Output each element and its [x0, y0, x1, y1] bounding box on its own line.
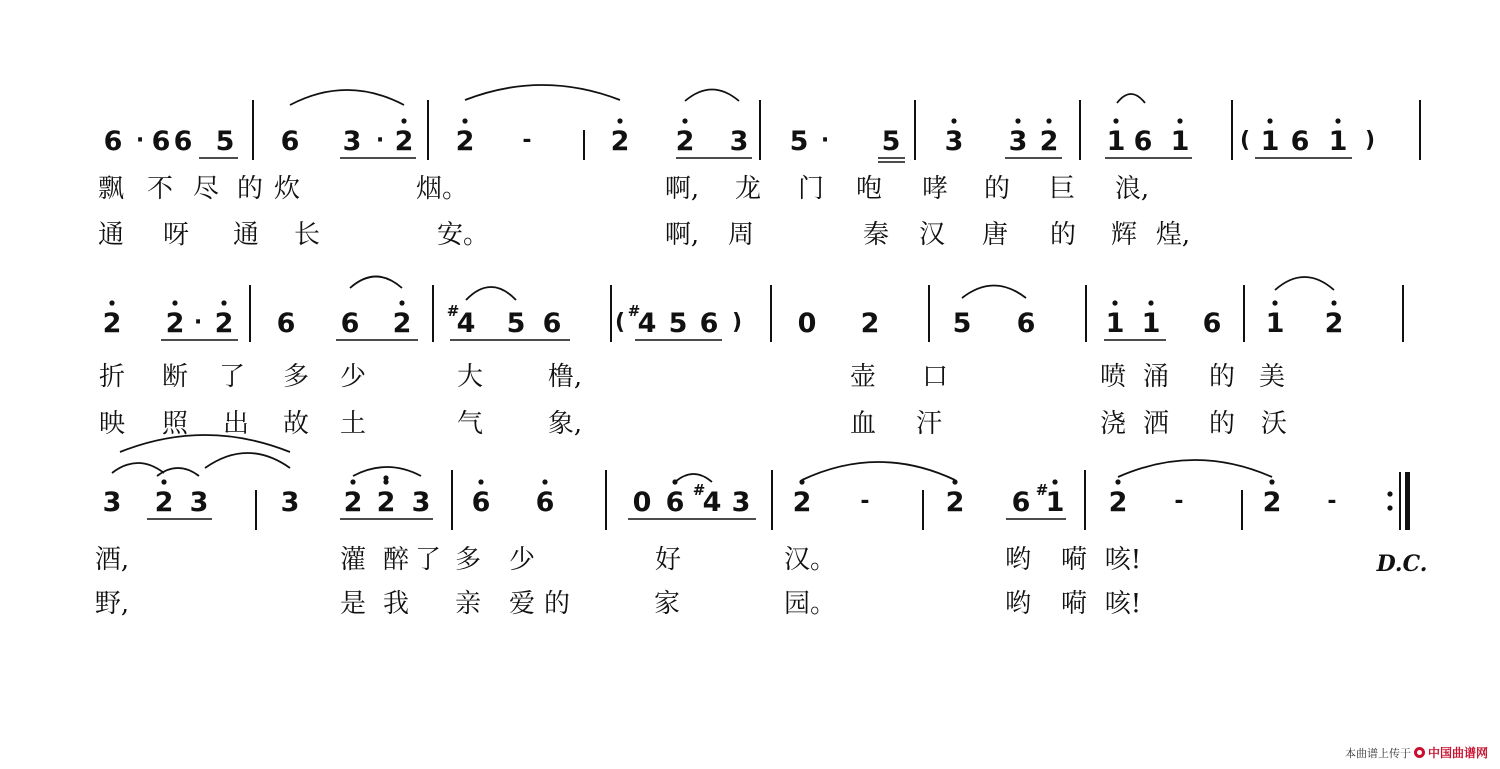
octave-dot [1115, 479, 1120, 484]
site-logo-icon [1414, 747, 1425, 758]
score-note: 1 [1045, 487, 1065, 518]
lyric-char: 唐 [981, 220, 1009, 250]
score-note: 6 [535, 487, 555, 518]
score-symbol: - [1327, 489, 1337, 514]
lyric-char: 少 [339, 362, 367, 392]
slur-arc [685, 90, 739, 102]
lyric-char: 哟 [1004, 589, 1032, 619]
score-note: 6 [1133, 126, 1153, 157]
score-note: 6 [471, 487, 491, 518]
lyric-char: 多 [454, 545, 482, 575]
score-symbol: - [1174, 489, 1184, 514]
score-note: 3 [729, 126, 749, 157]
lyric-char: 的 [983, 174, 1011, 204]
site-brand-name: 中国曲谱网 [1427, 746, 1488, 760]
score-note: 5 [952, 308, 972, 339]
score-note: 2 [455, 126, 475, 157]
score-note: 2 [860, 308, 880, 339]
lyric-char: 炊 [273, 174, 301, 204]
octave-dot [161, 479, 166, 484]
lyric-char: 多 [282, 362, 310, 392]
lyric-char: 酒, [94, 545, 130, 575]
score-note: 4 [456, 308, 476, 339]
lyric-char: 汉。 [783, 545, 837, 575]
lyric-char: 口 [921, 362, 949, 392]
octave-dot [952, 479, 957, 484]
slur-arc [1118, 460, 1272, 477]
octave-dot [1331, 300, 1336, 305]
lyric-char: 汉 [918, 220, 946, 250]
lyric-char: 不 [146, 174, 174, 204]
score-note: 2 [792, 487, 812, 518]
lyric-char: 辉 [1110, 220, 1138, 250]
lyric-char: 了 [218, 362, 246, 392]
lyric-char: 灌 [339, 545, 367, 575]
score-note: 2 [343, 487, 363, 518]
slur-arc [112, 463, 164, 473]
lyric-char: 浇 [1099, 409, 1127, 439]
octave-dot [1113, 118, 1118, 123]
octave-dot [1052, 479, 1057, 484]
score-note: 4 [702, 487, 722, 518]
score-note: 2 [394, 126, 414, 157]
lyric-char: 醉 [382, 545, 410, 575]
lyric-char: 巨 [1048, 174, 1076, 204]
octave-dot [221, 300, 226, 305]
octave-dot [399, 300, 404, 305]
lyric-char: 家 [653, 589, 681, 619]
slur-arc [120, 435, 290, 452]
slur-arc [350, 277, 402, 289]
lyric-char: 的 [1208, 362, 1236, 392]
lyric-char: 浪, [1114, 174, 1150, 204]
lyric-char: 飘 [97, 174, 125, 204]
score-note: 5 [668, 308, 688, 339]
score-note: 6 [103, 126, 123, 157]
lyric-char: 映 [98, 409, 126, 439]
sharp-sign: # [1035, 481, 1049, 499]
lyric-char: 汗 [915, 409, 943, 439]
score-note: 2 [945, 487, 965, 518]
lyric-char: 血 [849, 409, 877, 439]
score-note: 3 [102, 487, 122, 518]
repeat-dot [1387, 505, 1392, 510]
lyric-char: 壶 [849, 362, 877, 392]
slur-arc [962, 286, 1026, 299]
lyric-char: 折 [98, 362, 126, 392]
score-symbol: ) [1364, 128, 1376, 153]
lyric-char: 野, [94, 589, 130, 619]
octave-dot [1177, 118, 1182, 123]
lyric-char: 气 [456, 409, 484, 439]
lyric-char: 沃 [1260, 409, 1288, 439]
score-note: 6 [1016, 308, 1036, 339]
score-note: 2 [102, 308, 122, 339]
score-symbol: · [135, 128, 145, 153]
score-note: 1 [1106, 126, 1126, 157]
lyric-char: 洒 [1142, 409, 1170, 439]
score-symbol: - [860, 489, 870, 514]
score-note: 6 [280, 126, 300, 157]
lyric-char: 少 [508, 545, 536, 575]
lyric-char: 我 [382, 589, 410, 619]
score-note: 2 [154, 487, 174, 518]
lyric-char: 尽 [192, 174, 220, 204]
lyric-char: 哟 [1004, 545, 1032, 575]
score-symbol: · [375, 128, 385, 153]
score-note: 3 [342, 126, 362, 157]
score-note: 2 [165, 308, 185, 339]
octave-dot [1267, 118, 1272, 123]
slur-arc [1117, 94, 1145, 103]
lyric-char: 橹, [547, 362, 583, 392]
lyric-char: 安。 [436, 220, 490, 250]
lyric-char: 龙 [734, 174, 762, 204]
lyric-char: 呀 [162, 220, 190, 250]
score-note: 2 [214, 308, 234, 339]
score-note: 3 [280, 487, 300, 518]
score-note: 2 [1039, 126, 1059, 157]
score-note: 0 [797, 308, 817, 339]
upload-credit-text: 本曲谱上传于 [1344, 746, 1411, 760]
score-note: 6 [1011, 487, 1031, 518]
octave-dot [617, 118, 622, 123]
lyric-char: 周 [727, 220, 755, 250]
slur-arc [465, 85, 620, 100]
score-note: 5 [215, 126, 235, 157]
octave-dot [951, 118, 956, 123]
score-note: 1 [1141, 308, 1161, 339]
score-symbol: ( [1239, 128, 1251, 153]
score-note: 3 [411, 487, 431, 518]
lyric-char: 土 [339, 409, 367, 439]
score-note: 1 [1260, 126, 1280, 157]
score-note: 1 [1105, 308, 1125, 339]
score-note: 3 [189, 487, 209, 518]
octave-dot [799, 479, 804, 484]
score-note: 2 [1262, 487, 1282, 518]
score-symbol: · [193, 310, 203, 335]
sharp-sign: # [627, 302, 641, 320]
score-note: 6 [665, 487, 685, 518]
upload-credit [1345, 744, 1488, 761]
score-note: 3 [1008, 126, 1028, 157]
score-note: 3 [731, 487, 751, 518]
score-note: 2 [675, 126, 695, 157]
octave-dot [383, 475, 388, 480]
slur-arc [466, 287, 516, 300]
da-capo-mark: D.C. [1376, 551, 1428, 577]
score-note: 6 [151, 126, 171, 157]
lyric-char: 秦 [862, 220, 890, 250]
score-note: 6 [340, 308, 360, 339]
score-note: 2 [1108, 487, 1128, 518]
lyric-char: 啊, [664, 220, 700, 250]
lyric-char: 是 [339, 589, 367, 619]
lyric-char: 哮 [921, 174, 949, 204]
lyric-char: 大 [456, 362, 484, 392]
lyric-char: 咳! [1104, 589, 1142, 619]
slur-arc [353, 467, 421, 476]
score-symbol: ) [731, 310, 743, 335]
lyric-char: 亲 [454, 589, 482, 619]
lyric-char: 好 [654, 545, 682, 575]
lyric-char: 喷 [1099, 362, 1127, 392]
lyric-char: 门 [797, 174, 825, 204]
score-note: 2 [610, 126, 630, 157]
score-note: 5 [789, 126, 809, 157]
lyric-char: 啊, [664, 174, 700, 204]
slur-arc [157, 468, 199, 476]
lyric-char: 涌 [1142, 362, 1170, 392]
score-note: 6 [276, 308, 296, 339]
lyric-char: 爱 [508, 589, 536, 619]
octave-dot [350, 479, 355, 484]
octave-dot [1335, 118, 1340, 123]
score-symbol: - [522, 128, 532, 153]
lyric-char: 咆 [855, 174, 883, 204]
lyric-char: 了 [414, 545, 442, 575]
lyric-char: 故 [282, 409, 310, 439]
octave-dot [478, 479, 483, 484]
score-note: 6 [542, 308, 562, 339]
lyric-char: 的 [236, 174, 264, 204]
score-note: 6 [173, 126, 193, 157]
score-note: 5 [881, 126, 901, 157]
sharp-sign: # [692, 481, 706, 499]
score-note: 1 [1170, 126, 1190, 157]
sharp-sign: # [446, 302, 460, 320]
lyric-char: 出 [222, 409, 250, 439]
lyric-char: 煌, [1155, 220, 1191, 250]
score-note: 1 [1265, 308, 1285, 339]
lyric-char: 嗬 [1060, 589, 1088, 619]
repeat-dot [1387, 491, 1392, 496]
octave-dot [1015, 118, 1020, 123]
octave-dot [401, 118, 406, 123]
octave-dot [172, 300, 177, 305]
octave-dot [542, 479, 547, 484]
lyric-char: 的 [1208, 409, 1236, 439]
octave-dot [1269, 479, 1274, 484]
lyric-char: 象, [547, 409, 583, 439]
octave-dot [1272, 300, 1277, 305]
lyric-char: 美 [1258, 362, 1286, 392]
score-symbol: · [820, 128, 830, 153]
final-barline-thick [1405, 472, 1410, 530]
octave-dot [1112, 300, 1117, 305]
score-note: 3 [944, 126, 964, 157]
score-note: 2 [1324, 308, 1344, 339]
slur-arc [802, 462, 955, 480]
slur-arc [1275, 277, 1334, 290]
lyric-char: 咳! [1104, 545, 1142, 575]
lyric-char: 长 [293, 220, 321, 250]
lyric-char: 的 [543, 589, 571, 619]
octave-dot [462, 118, 467, 123]
lyric-char: 通 [232, 220, 260, 250]
score-note: 1 [1328, 126, 1348, 157]
score-symbol: ( [614, 310, 626, 335]
lyric-char: 嗬 [1060, 545, 1088, 575]
octave-dot [109, 300, 114, 305]
lyric-char: 的 [1049, 220, 1077, 250]
slur-arc [205, 453, 290, 468]
score-note: 4 [637, 308, 657, 339]
score-note: 6 [1290, 126, 1310, 157]
score-note: 0 [632, 487, 652, 518]
lyric-char: 园。 [783, 589, 837, 619]
lyric-char: 烟。 [415, 174, 469, 204]
lyric-char: 照 [161, 409, 189, 439]
score-note: 2 [392, 308, 412, 339]
lyric-char: 通 [97, 220, 125, 250]
octave-dot [682, 118, 687, 123]
score-note: 5 [506, 308, 526, 339]
score-note: 2 [376, 487, 396, 518]
score-note: 6 [699, 308, 719, 339]
slur-arc [290, 90, 404, 105]
octave-dot [1046, 118, 1051, 123]
octave-dot [1148, 300, 1153, 305]
lyric-char: 断 [161, 362, 189, 392]
score-note: 6 [1202, 308, 1222, 339]
